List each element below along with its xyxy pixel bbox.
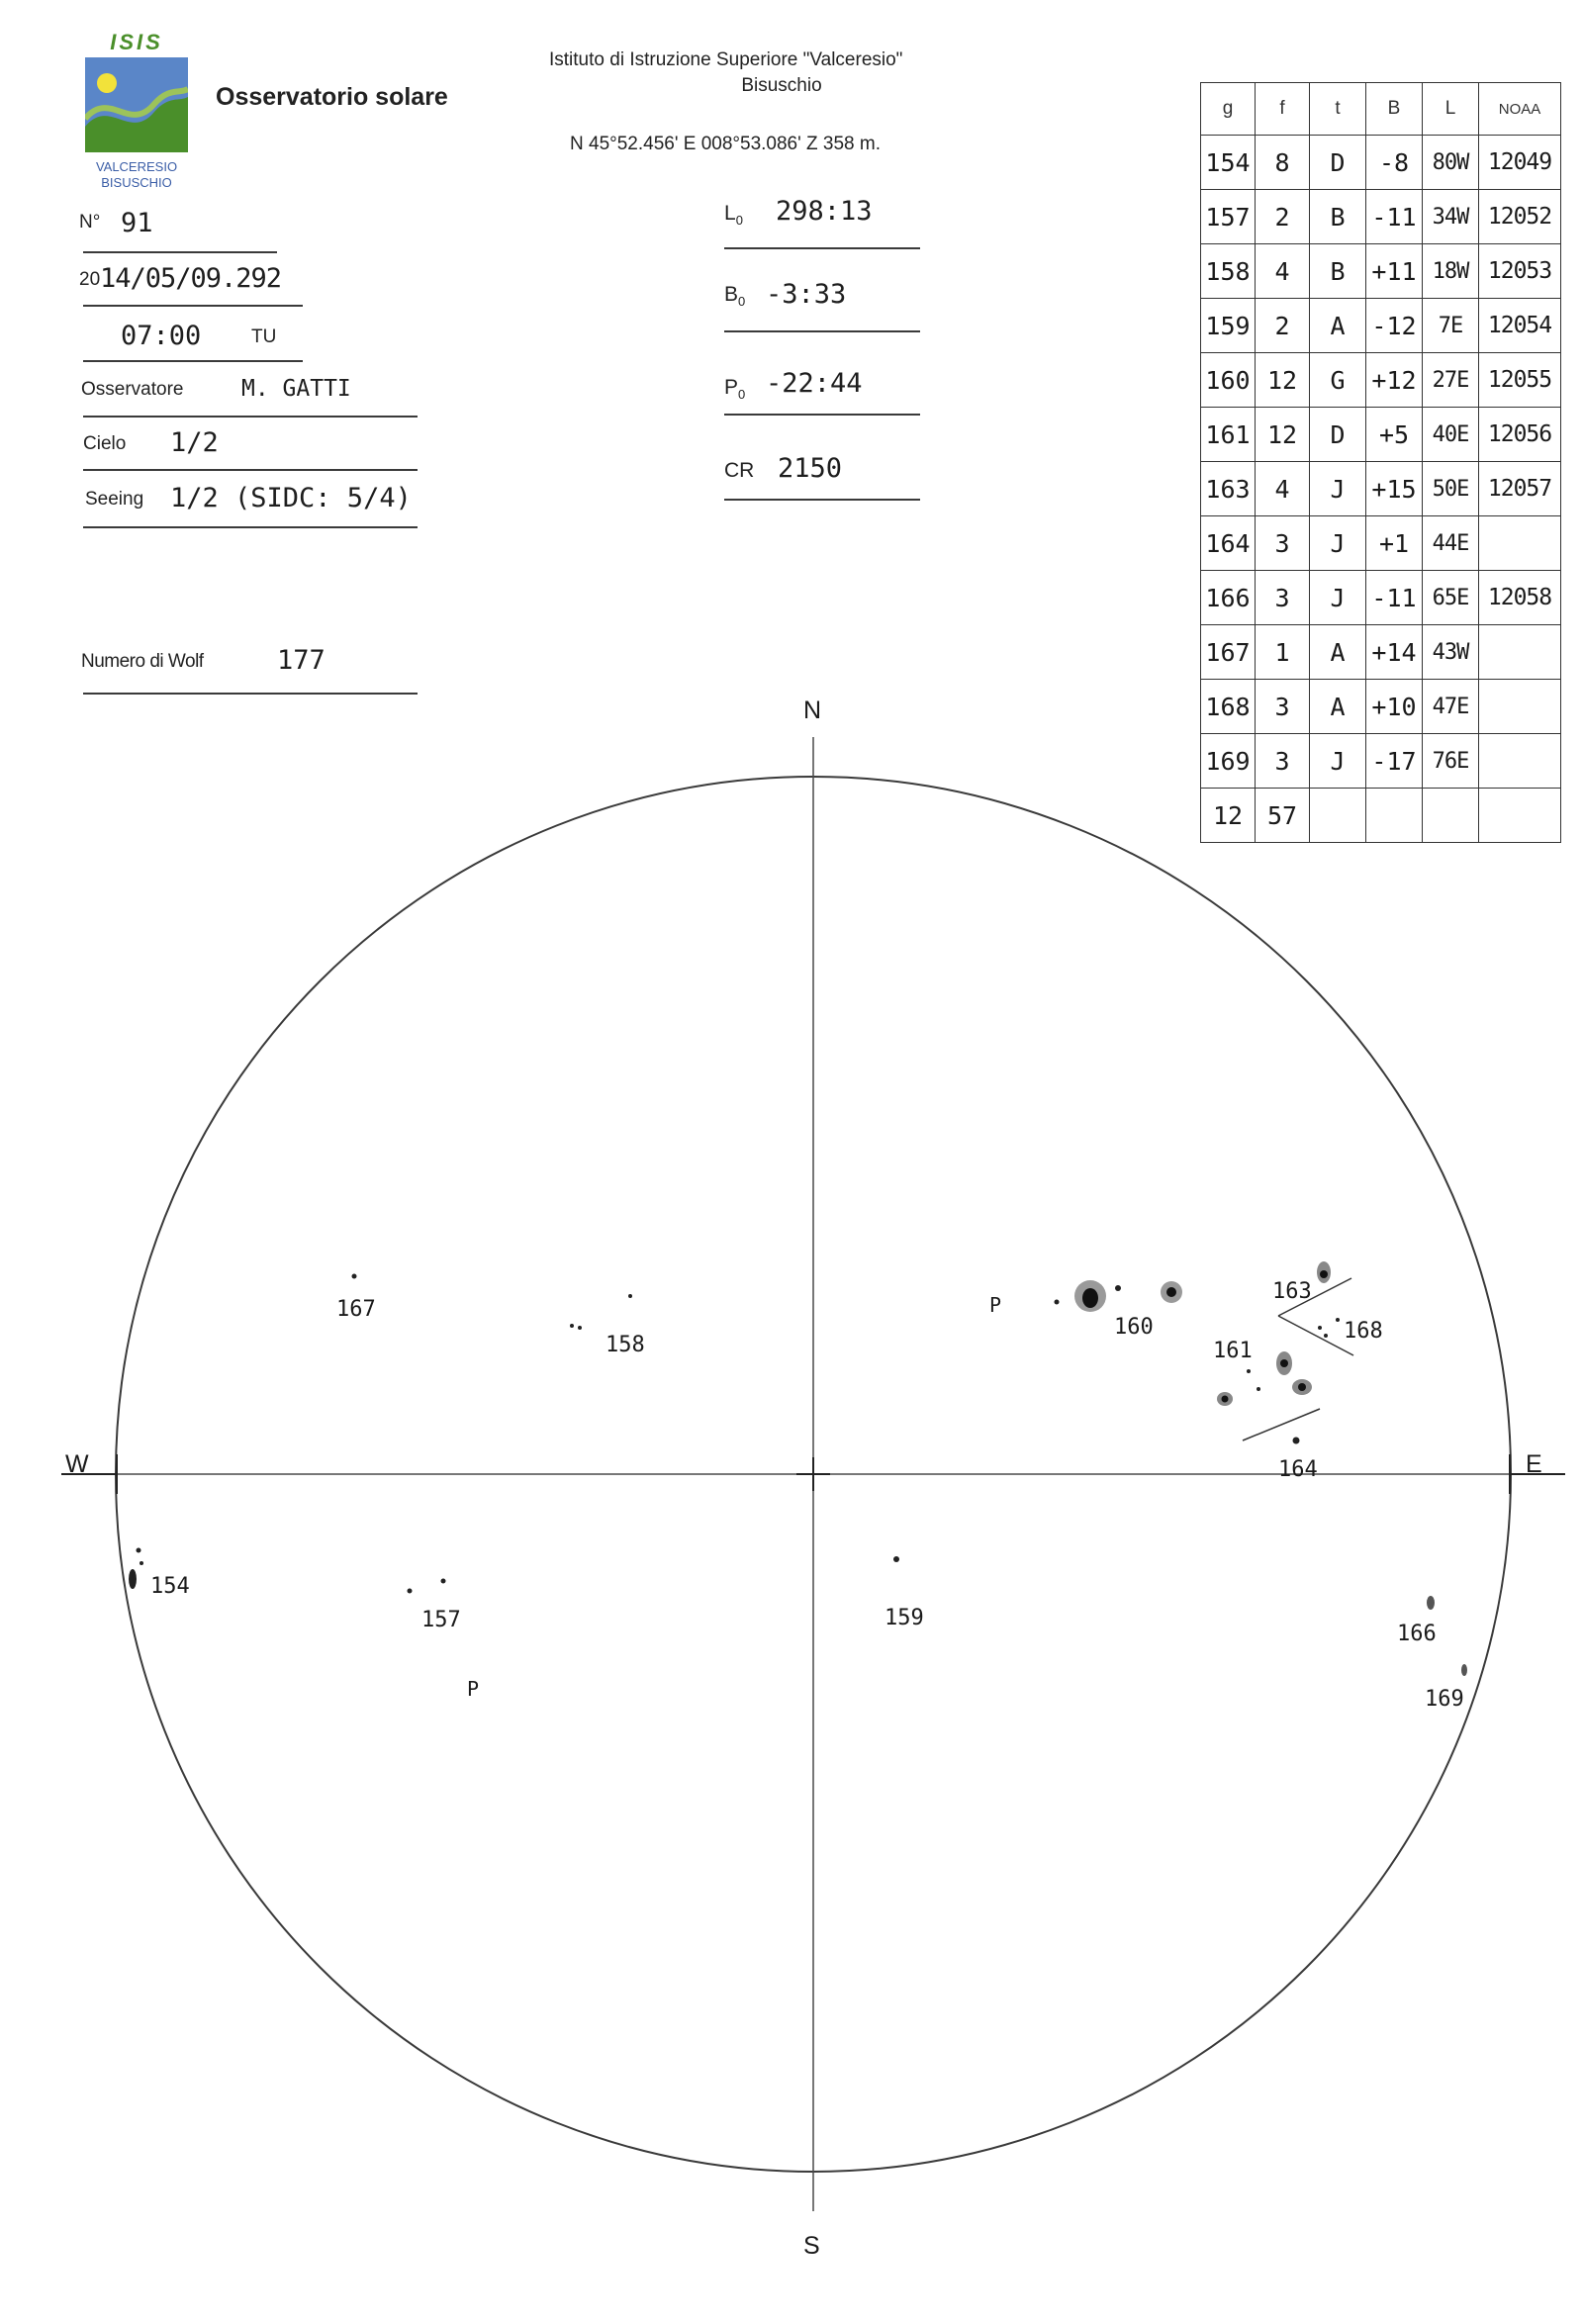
label-167: 167 [336, 1297, 376, 1322]
cell-type: B [1310, 244, 1366, 299]
facula-mark-south: P [467, 1677, 480, 1701]
spot-169 [1461, 1664, 1467, 1676]
b0-value: -3:33 [766, 279, 847, 310]
wolf-value: 177 [277, 645, 326, 676]
cell-type: A [1310, 625, 1366, 680]
cell-count: 57 [1256, 789, 1310, 843]
seeing-value: 1/2 (SIDC: 5/4) [170, 483, 412, 513]
label-168: 168 [1344, 1319, 1383, 1344]
spot-161-e [1257, 1387, 1260, 1391]
cell-count: 4 [1256, 244, 1310, 299]
group-labels [150, 1279, 1464, 1712]
label-163: 163 [1272, 1279, 1312, 1304]
group-separator-3 [1243, 1409, 1320, 1441]
spot-168-c [1324, 1334, 1328, 1338]
cell-count: 1 [1256, 625, 1310, 680]
cell-group: 158 [1201, 244, 1256, 299]
south-label: S [803, 2232, 820, 2260]
cell-longitude: 76E [1423, 734, 1479, 789]
label-154: 154 [150, 1574, 190, 1599]
cell-noaa: 12053 [1479, 244, 1561, 299]
facula-mark-north: P [989, 1293, 1002, 1317]
cell-type: J [1310, 571, 1366, 625]
spot-158-c [628, 1294, 632, 1298]
spot-154 [129, 1569, 137, 1589]
cell-longitude: 65E [1423, 571, 1479, 625]
spot-157-a [408, 1589, 413, 1594]
cell-count: 2 [1256, 299, 1310, 353]
spot-154-c [140, 1561, 143, 1565]
sky-label: Cielo [83, 433, 127, 454]
cell-group: 167 [1201, 625, 1256, 680]
observatory-title: Osservatorio solare [216, 83, 448, 111]
cell-group: 169 [1201, 734, 1256, 789]
l0-subscript: 0 [735, 213, 743, 229]
cell-group: 161 [1201, 408, 1256, 462]
cell-count: 3 [1256, 571, 1310, 625]
cell-latitude: -11 [1366, 190, 1423, 244]
cell-noaa: 12056 [1479, 408, 1561, 462]
spot-160-follower-umbra [1166, 1287, 1176, 1297]
col-header-b: B [1366, 83, 1423, 136]
cell-type: D [1310, 136, 1366, 190]
cell-type: D [1310, 408, 1366, 462]
cell-type: A [1310, 680, 1366, 734]
l0-letter: L [724, 202, 736, 225]
p0-subscript: 0 [738, 387, 746, 403]
label-166: 166 [1397, 1622, 1437, 1646]
spot-160-c [1115, 1285, 1121, 1291]
cell-noaa: 12058 [1479, 571, 1561, 625]
cell-latitude: -12 [1366, 299, 1423, 353]
logo-wordmark: ISIS [110, 30, 163, 54]
cell-group: 166 [1201, 571, 1256, 625]
observer-value: M. GATTI [241, 376, 351, 402]
spot-158-b [578, 1326, 582, 1330]
cr-label: CR [724, 459, 755, 482]
cell-type: J [1310, 462, 1366, 516]
cell-type: B [1310, 190, 1366, 244]
col-header-g: g [1201, 83, 1256, 136]
cell-count: 12 [1256, 353, 1310, 408]
east-label: E [1526, 1450, 1542, 1478]
cell-latitude: +11 [1366, 244, 1423, 299]
spot-158-a [570, 1324, 574, 1328]
school-name: Istituto di Istruzione Superiore "Valceresio" [549, 49, 903, 70]
cell-longitude: 40E [1423, 408, 1479, 462]
label-161: 161 [1213, 1339, 1253, 1363]
cell-latitude: -17 [1366, 734, 1423, 789]
cell-longitude: 50E [1423, 462, 1479, 516]
date-value: 14/05/09.292 [100, 263, 282, 294]
time-unit: TU [251, 326, 277, 347]
school-town: Bisuschio [741, 75, 822, 96]
p0-value: -22:44 [766, 368, 863, 399]
cell-group: 159 [1201, 299, 1256, 353]
observatory-coordinates: N 45°52.456' E 008°53.086' Z 358 m. [570, 134, 881, 154]
cell-noaa: 12054 [1479, 299, 1561, 353]
cell-longitude: 18W [1423, 244, 1479, 299]
number-value: 91 [121, 208, 153, 238]
spot-161-c-umbra [1222, 1396, 1229, 1403]
label-169: 169 [1425, 1687, 1464, 1712]
col-header-noaa: NOAA [1479, 83, 1561, 136]
cell-type: G [1310, 353, 1366, 408]
logo-caption-line1: VALCERESIO [95, 159, 178, 174]
cell-latitude: +14 [1366, 625, 1423, 680]
cell-count: 3 [1256, 516, 1310, 571]
cell-count: 3 [1256, 734, 1310, 789]
cell-noaa: 12057 [1479, 462, 1561, 516]
cell-longitude: 44E [1423, 516, 1479, 571]
cell-count: 2 [1256, 190, 1310, 244]
cell-group: 164 [1201, 516, 1256, 571]
date-prefix: 20 [79, 269, 101, 290]
cell-group: 163 [1201, 462, 1256, 516]
cell-type: A [1310, 299, 1366, 353]
sky-value: 1/2 [170, 427, 219, 458]
spot-161-b-umbra [1298, 1383, 1306, 1391]
cell-noaa: 12055 [1479, 353, 1561, 408]
cell-longitude: 43W [1423, 625, 1479, 680]
cell-group: 160 [1201, 353, 1256, 408]
cell-group: 154 [1201, 136, 1256, 190]
spot-164 [1293, 1438, 1300, 1444]
label-159: 159 [885, 1606, 924, 1630]
cell-latitude: +10 [1366, 680, 1423, 734]
spot-168-b [1318, 1326, 1322, 1330]
spot-157-b [441, 1579, 446, 1584]
north-label: N [803, 697, 822, 724]
spot-160-umbra [1082, 1288, 1098, 1308]
spot-161-a-umbra [1280, 1359, 1288, 1367]
cell-longitude: 80W [1423, 136, 1479, 190]
spot-160-b [1055, 1300, 1060, 1305]
number-label: N° [79, 212, 101, 232]
label-160: 160 [1114, 1315, 1154, 1340]
spot-161-d [1247, 1369, 1251, 1373]
b0-subscript: 0 [738, 294, 746, 310]
cell-count: 3 [1256, 680, 1310, 734]
cell-group: 12 [1201, 789, 1256, 843]
group-separator-2 [1278, 1316, 1353, 1355]
cell-noaa: 12052 [1479, 190, 1561, 244]
l0-value: 298:13 [776, 196, 873, 227]
cell-longitude: 27E [1423, 353, 1479, 408]
cell-count: 12 [1256, 408, 1310, 462]
cell-longitude: 47E [1423, 680, 1479, 734]
cell-group: 168 [1201, 680, 1256, 734]
label-157: 157 [421, 1608, 461, 1632]
cell-latitude: -11 [1366, 571, 1423, 625]
spot-159 [893, 1556, 899, 1562]
spot-154-b [137, 1548, 141, 1553]
cell-group: 157 [1201, 190, 1256, 244]
label-158: 158 [605, 1333, 645, 1357]
cell-count: 8 [1256, 136, 1310, 190]
logo-caption-line2: BISUSCHIO [101, 175, 172, 190]
label-164: 164 [1278, 1457, 1318, 1482]
cell-latitude: +12 [1366, 353, 1423, 408]
wolf-label: Numero di Wolf [81, 651, 204, 672]
cell-latitude: +5 [1366, 408, 1423, 462]
cell-noaa: 12049 [1479, 136, 1561, 190]
col-header-f: f [1256, 83, 1310, 136]
seeing-label: Seeing [85, 489, 144, 510]
west-label: W [65, 1450, 89, 1478]
col-header-t: t [1310, 83, 1366, 136]
b0-letter: B [724, 283, 739, 306]
cell-longitude: 7E [1423, 299, 1479, 353]
cell-type: J [1310, 516, 1366, 571]
cell-latitude: +15 [1366, 462, 1423, 516]
cell-latitude: -8 [1366, 136, 1423, 190]
spot-166 [1427, 1596, 1435, 1610]
p0-letter: P [724, 376, 739, 399]
cell-latitude: +1 [1366, 516, 1423, 571]
cell-count: 4 [1256, 462, 1310, 516]
sunspot-markings [129, 1261, 1467, 1676]
cell-longitude: 34W [1423, 190, 1479, 244]
col-header-l: L [1423, 83, 1479, 136]
cr-value: 2150 [778, 453, 843, 484]
observer-label: Osservatore [81, 379, 184, 400]
cell-type: J [1310, 734, 1366, 789]
time-value: 07:00 [121, 321, 202, 351]
spot-167 [352, 1274, 357, 1279]
spot-168-a [1336, 1318, 1340, 1322]
spot-163-umbra [1320, 1270, 1328, 1278]
